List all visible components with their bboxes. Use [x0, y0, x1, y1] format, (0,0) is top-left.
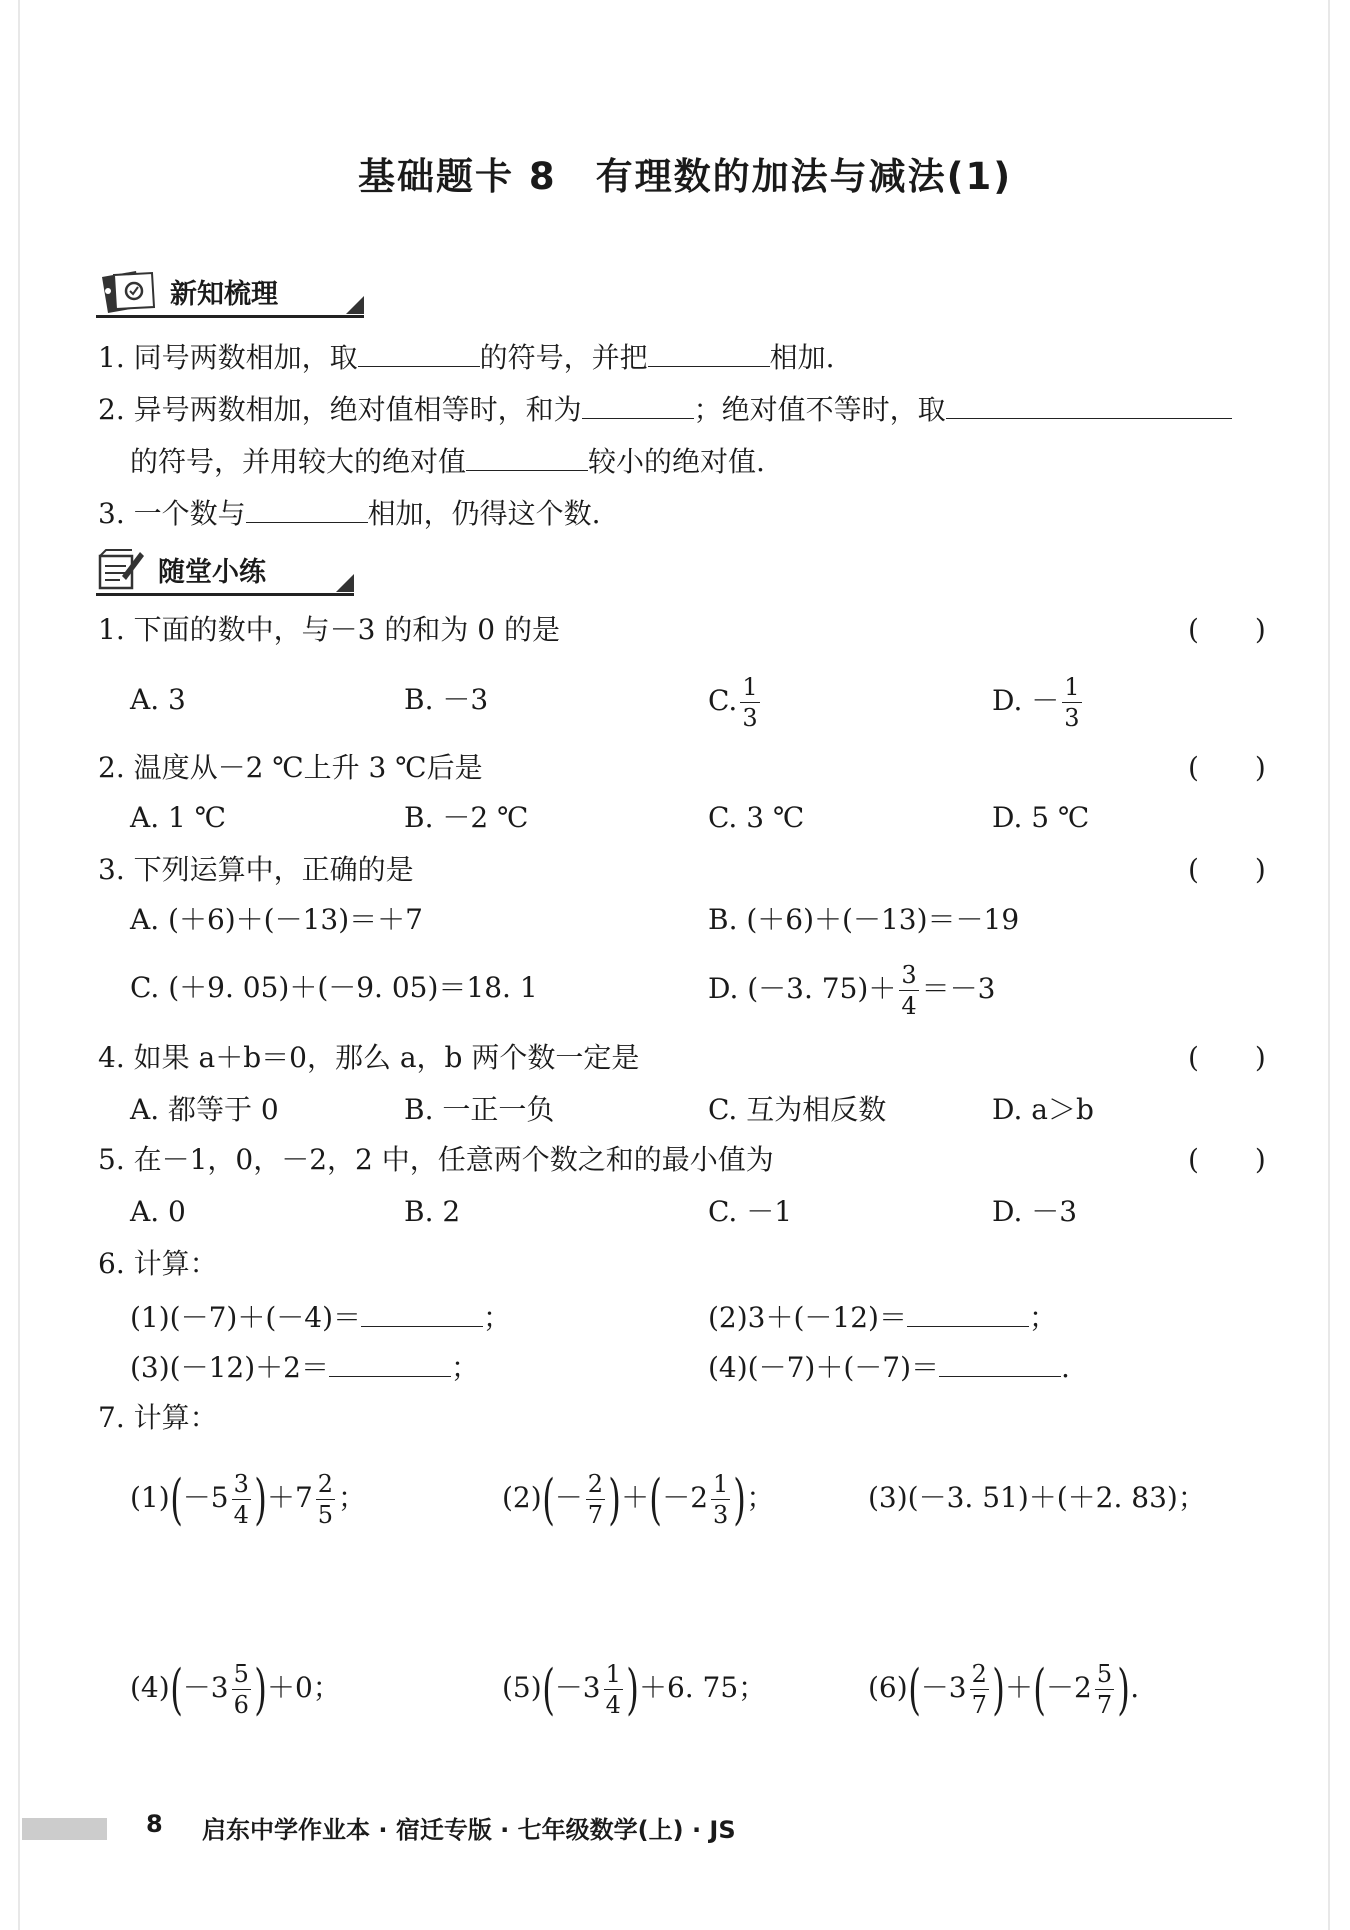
fill-blank[interactable] — [361, 1296, 483, 1327]
q6-part-3: (3)(－12)＋2＝ ； — [130, 1346, 479, 1388]
q3-option-d[interactable]: D. (－3. 75)＋ $\frac{3}{4}$ ＝－3 — [708, 961, 996, 1020]
page-number: 8 — [146, 1810, 163, 1838]
q1-option-c[interactable]: C. $\frac{1}{3}$ — [708, 673, 758, 732]
section-underline — [96, 315, 364, 318]
knowledge-item-2-cont: 的符号，并用较大的绝对值 较小的绝对值. — [130, 440, 765, 482]
q2-option-c[interactable]: C. 3 ℃ — [708, 801, 805, 834]
q4-option-c[interactable]: C. 互为相反数 — [708, 1093, 887, 1126]
answer-paren[interactable]: ( ) — [1188, 613, 1266, 646]
fill-blank[interactable] — [582, 388, 694, 419]
q5-option-c[interactable]: C. －1 — [708, 1195, 793, 1228]
q1-option-b[interactable]: B. －3 — [404, 683, 489, 716]
q1-option-d[interactable]: D. － $\frac{1}{3}$ — [992, 673, 1080, 732]
question-2-stem: 2. 温度从－2 ℃上升 3 ℃后是 — [98, 751, 483, 784]
q7-part-4: (4)(－3 $\frac{5}{6}$ )＋0； — [130, 1657, 341, 1721]
knowledge-item-3: 3. 一个数与 相加，仍得这个数. — [98, 492, 601, 534]
q1-option-a[interactable]: A. 3 — [130, 683, 186, 716]
question-1-stem: 1. 下面的数中，与－3 的和为 0 的是 — [98, 613, 560, 646]
fraction: $\frac{1}{3}$ — [742, 673, 758, 732]
question-5-stem: 5. 在－1，0，－2，2 中，任意两个数之和的最小值为 — [98, 1143, 774, 1176]
question-4-stem: 4. 如果 a＋b＝0，那么 a，b 两个数一定是 — [98, 1041, 640, 1074]
q7-part-6: (6)(－3 $\frac{2}{7}$ )＋(－2 $\frac{5}{7}$ ). — [868, 1657, 1140, 1721]
q5-option-d[interactable]: D. －3 — [992, 1195, 1078, 1228]
fill-blank[interactable] — [907, 1296, 1029, 1327]
q2-option-d[interactable]: D. 5 ℃ — [992, 801, 1090, 834]
q7-part-5: (5)(－3 $\frac{1}{4}$ )＋6. 75； — [502, 1657, 767, 1721]
fill-blank[interactable] — [946, 388, 1232, 419]
fill-blank[interactable] — [648, 336, 770, 367]
answer-paren[interactable]: ( ) — [1188, 751, 1266, 784]
footer-text: 启东中学作业本 · 宿迁专版 · 七年级数学(上) · JS — [202, 1816, 736, 1844]
q4-option-a[interactable]: A. 都等于 0 — [130, 1093, 279, 1126]
fraction: $\frac{1}{3}$ — [1064, 673, 1080, 732]
section-triangle-icon — [336, 574, 354, 592]
pencil-note-icon — [96, 546, 146, 592]
scan-edge-right — [1328, 0, 1330, 1930]
q3-option-a[interactable]: A. (＋6)＋(－13)＝＋7 — [130, 903, 423, 936]
knowledge-item-2: 2. 异号两数相加，绝对值相等时，和为 ；绝对值不等时，取 — [98, 388, 1232, 430]
knowledge-item-1: 1. 同号两数相加，取 的符号，并把 相加. — [98, 336, 835, 378]
notebook-icon — [96, 267, 158, 315]
q4-option-b[interactable]: B. 一正一负 — [404, 1093, 555, 1126]
q5-option-b[interactable]: B. 2 — [404, 1195, 461, 1228]
q7-part-2: (2)(－ $\frac{2}{7}$ )＋(－2 $\frac{1}{3}$ )； — [502, 1467, 775, 1531]
q4-option-d[interactable]: D. a＞b — [992, 1093, 1094, 1126]
fill-blank[interactable] — [466, 440, 588, 471]
question-7-stem: 7. 计算： — [98, 1401, 218, 1434]
fraction: $\frac{3}{4}$ — [901, 961, 917, 1020]
fill-blank[interactable] — [939, 1346, 1061, 1377]
q3-option-c[interactable]: C. (＋9. 05)＋(－9. 05)＝18. 1 — [130, 971, 538, 1004]
q6-part-2: (2)3＋(－12)＝ ； — [708, 1296, 1057, 1338]
q7-part-3: (3)(－3. 51)＋(＋2. 83)； — [868, 1481, 1206, 1514]
fill-blank[interactable] — [329, 1346, 451, 1377]
q6-part-4: (4)(－7)＋(－7)＝ . — [708, 1346, 1070, 1388]
answer-paren[interactable]: ( ) — [1188, 1143, 1266, 1176]
fill-blank[interactable] — [246, 492, 368, 523]
section-label: 随堂小练 — [158, 556, 266, 588]
section-triangle-icon — [346, 296, 364, 314]
q6-part-1: (1)(－7)＋(－4)＝ ； — [130, 1296, 511, 1338]
footer-bar — [22, 1818, 107, 1840]
page-title: 基础题卡 8 有理数的加法与减法(1) — [358, 155, 1013, 198]
q7-part-1: (1)(－5 $\frac{3}{4}$ )＋7 $\frac{2}{5}$ ； — [130, 1467, 367, 1531]
question-6-stem: 6. 计算： — [98, 1247, 218, 1280]
q2-option-a[interactable]: A. 1 ℃ — [130, 801, 227, 834]
answer-paren[interactable]: ( ) — [1188, 1041, 1266, 1074]
scan-edge-left — [18, 0, 20, 1930]
section-underline — [96, 593, 354, 596]
question-3-stem: 3. 下列运算中，正确的是 — [98, 853, 414, 886]
q2-option-b[interactable]: B. －2 ℃ — [404, 801, 529, 834]
answer-paren[interactable]: ( ) — [1188, 853, 1266, 886]
section-label: 新知梳理 — [170, 278, 278, 310]
section-header-practice — [96, 542, 354, 596]
q3-option-b[interactable]: B. (＋6)＋(－13)＝－19 — [708, 903, 1020, 936]
fill-blank[interactable] — [358, 336, 480, 367]
section-header-new-knowledge — [96, 264, 364, 318]
q5-option-a[interactable]: A. 0 — [130, 1195, 186, 1228]
